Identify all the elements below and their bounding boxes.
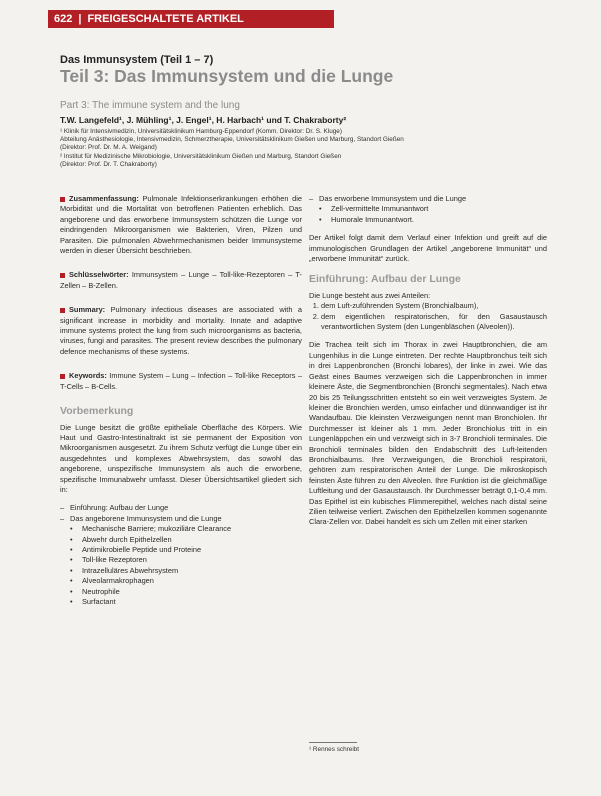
list-item: • Surfactant	[70, 597, 116, 606]
summary-english: Summary: Pulmonary infectious diseases are associated with a significant increase in morbidity and mortality. Innate and adaptive immune systems protect the lung from such microorganisms as bacteria, viruses, fungi and parasites. The present review describes the pulmonary defence mechanisms of these systems.	[60, 305, 302, 356]
list-item: • Zell-vermittelte Immunantwort	[319, 204, 429, 214]
series-title: Das Immunsystem (Teil 1 – 7)	[60, 54, 214, 66]
page-number: 622	[54, 13, 73, 25]
section-heading-einfuehrung: Einführung: Aufbau der Lunge	[309, 273, 461, 286]
affiliation-line: (Direktor: Prof. Dr. M. A. Weigand)	[60, 144, 157, 152]
list-item: • Intrazelluläres Abwehrsystem	[70, 565, 179, 575]
left-column	[60, 194, 302, 615]
square-bullet-icon	[60, 308, 65, 313]
affiliations	[60, 128, 560, 169]
list-item: 2. dem eigentlichen respiratorischen, für den Gasaustausch verantwortlichen System (den Lungenbläschen (Alveolen)).	[321, 312, 547, 333]
list-item: – Einführung: Aufbau der Lunge	[60, 503, 169, 513]
outline-sublist	[309, 204, 547, 225]
keywords-german: Schlüsselwörter: Immunsystem – Lunge – Toll-like-Rezeptoren – T-Zellen – B-Zellen.	[60, 270, 302, 290]
right-column	[309, 194, 547, 536]
body-paragraph: Die Lunge besitzt die größte epitheliale Oberfläche des Körpers. Wie Haut und Gastro-Intestinaltrakt ist sie permanent der Exposition von Mikroorganismen ausgesetzt. Zu ihrem Schutz verfügt die Lunge über ein ausgedehntes und komplexes Abwehrsystem, das sowohl das angeborene, unspezifische Immunsystem als auch die erworbene, spezifische Immunabwehr umfasst. Dieser Übersichtsartikel gliedert sich in:	[60, 422, 302, 494]
author-list: T.W. Langefeld¹, J. Mühling¹, J. Engel¹, H. Harbach¹ und T. Chakraborty²	[60, 115, 347, 125]
body-paragraph: Die Lunge besteht aus zwei Anteilen:	[309, 290, 431, 300]
summary-german: Zusammenfassung: Pulmonale Infektionserkrankungen erhöhen die Morbidität und die Mortalität von betroffenen Patienten erheblich. Das angeborene und das erworbene Immunsystem schützen die Lunge vor eindringenden Mikroorganismen wie Bakterien, Viren, Pilzen und Parasiten. Die pulmonalen Abwehrmechanismen beider Immunsysteme werden in dieser Übersicht beschrieben.	[60, 194, 302, 256]
keywords-english: Keywords: Immune System – Lung – Infection – Toll-like Receptors – T-Cells – B-Cells.	[60, 371, 302, 391]
list-item: • Alveolarmakrophagen	[70, 576, 154, 586]
affiliation-line: ¹ Klinik für Intensivmedizin, Universitätsklinikum Hamburg-Eppendorf (Komm. Direktor: Dr. S. Kluge)	[60, 128, 342, 135]
section-label: FREIGESCHALTETE ARTIKEL	[87, 13, 244, 25]
outline-sublist	[60, 524, 302, 607]
list-item: – Das erworbene Immunsystem und die Lunge	[309, 194, 467, 203]
article-title: Teil 3: Das Immunsystem und die Lunge	[60, 66, 394, 86]
list-item: – Das angeborene Immunsystem und die Lunge	[60, 513, 222, 523]
outline-list	[309, 194, 547, 204]
affiliation-line: (Direktor: Prof. Dr. T. Chakraborty)	[60, 160, 157, 168]
list-item: 1. dem Luft-zuführenden System (Bronchialbaum),	[321, 301, 547, 311]
square-bullet-icon	[60, 197, 65, 202]
outline-list	[60, 503, 302, 524]
list-item: • Neutrophile	[70, 586, 120, 596]
body-paragraph: Der Artikel folgt damit dem Verlauf einer Infektion und greift auf die immunologischen Grundlagen der Artikel „angeborene Immunität“ und „erworbene Immunität“ zurück.	[309, 233, 547, 264]
numbered-list	[309, 301, 547, 332]
footnote-divider	[309, 742, 357, 743]
affiliation-line: Abteilung Anästhesiologie, Intensivmedizin, Schmerztherapie, Universitätsklinikum Gießen und Marburg, Standort Gießen	[60, 136, 404, 144]
section-heading-vorbemerkung: Vorbemerkung	[60, 405, 134, 418]
square-bullet-icon	[60, 374, 65, 379]
list-item: • Toll-like Rezeptoren	[70, 555, 147, 565]
list-item: • Abwehr durch Epithelzellen	[70, 534, 172, 544]
list-item: • Humorale Immunantwort.	[319, 214, 414, 224]
running-header: 622 | FREIGESCHALTETE ARTIKEL	[48, 10, 334, 28]
footnote: ¹ Rennes schreibt	[309, 746, 360, 753]
body-paragraph: Die Trachea teilt sich im Thorax in zwei Hauptbronchien, die am Lungenhilus in die Lunge eintreten. Der rechte Hauptbronchus teilt sich in drei Lappenbronchen (Bronchi lobares), der linke in zwei. Wie das Geäst eines Baumes verzweigen sich die Lappenbronchen in immer kleinere Äste, die Segmentbronchien (Bronchi segmentales). Nach etwa 20 bis 25 Teilungsschritten entsteht so ein weit verzweigtes System. Je kleiner die Bronchien werden, umso einfacher und dünnwandiger ist ihr Wandaufbau. Die kleinsten Verzweigungen nennt man Bronchiolen. Ihr Durchmesser ist kleiner als 1 mm. Jeder Bronchiolus tritt in ein Lungenläppchen ein und verzweigt sich in 3-7 Bronchioli terminales. Die Bronchioli terminales bilden den Endabschnitt des Luft-leitenden Bronchialbaums. Ihre Verzweigungen, die Bronchioli respiratorii, gehören zum respiratorischen Anteil der Lunge. Die mikroskopisch feinsten Äste führen zu den Alveolen. Ihre Funktion ist die gleichmäßige Luftleitung und der Gasaustausch. Ihr Durchmesser beträgt 0,1-0,4 mm. Das Epithel ist ein kubisches Flimmerepithel, welches nach distal seine Zilien teilweise verliert. Zwischen den Epithelzellen kommen sogenannte Clara-Zellen vor. Dabei handelt es sich um Zellen mit einer starken	[309, 340, 547, 527]
list-item: • Antimikrobielle Peptide und Proteine	[70, 544, 202, 554]
article-subtitle: Part 3: The immune system and the lung	[60, 100, 240, 111]
affiliation-line: ² Institut für Medizinische Mikrobiologie, Universitätsklinikum Gießen und Marburg, Standort Gießen	[60, 152, 342, 160]
list-item: • Mechanische Barriere; mukoziliäre Clearance	[70, 524, 232, 534]
square-bullet-icon	[60, 273, 65, 278]
